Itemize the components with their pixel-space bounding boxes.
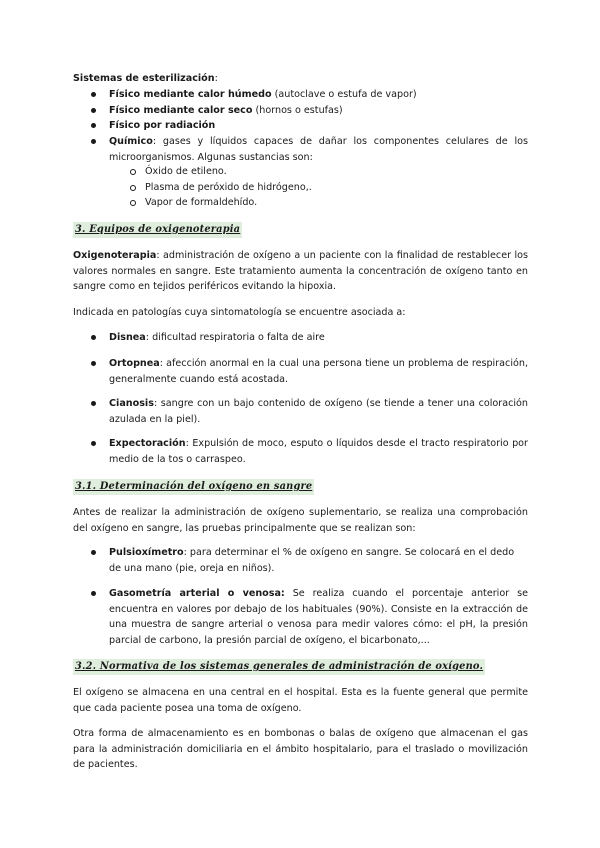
sterilization-title: Sistemas de esterilización: [73, 73, 218, 84]
section32-paragraph-2: Otra forma de almacenamiento es en bombonas o balas de oxígeno que almacenan el gas para la administración domiciliaria en el ámbito hospitalario, para el traslado o movilización de pacientes. [73, 728, 528, 771]
section32-paragraph-1: El oxígeno se almacena en una central en el hospital. Esta es la fuente general que permite que cada paciente posea una toma de oxígeno. [73, 687, 528, 714]
bullet-icon [91, 139, 96, 144]
list-item: Ortopnea: afección anormal en la cual una persona tiene un problema de respiración, generalmente cuando está acostada. [109, 358, 528, 385]
list-item: Cianosis: sangre con un bajo contenido de oxígeno (se tiende a tener una coloración azulada en la piel). [109, 398, 528, 425]
bullet-icon [91, 441, 96, 446]
section31-intro: Antes de realizar la administración de oxígeno suplementario, se realiza una comprobación del oxígeno en sangre, las pruebas principalmente que se realizan son: [73, 507, 528, 534]
list-item: Expectoración: Expulsión de moco, esputo o líquidos desde el tracto respiratorio por medio de la tos o carraspeo. [109, 438, 528, 465]
section-heading-3: 3. Equipos de oxigenoterapia [73, 222, 242, 238]
bullet-icon [91, 335, 96, 340]
substance-item: Vapor de formaldehído. [145, 197, 258, 208]
section-heading-3-1: 3.1. Determinación del oxígeno en sangre [73, 479, 314, 495]
list-item: Gasometría arterial o venosa: Se realiza cuando el porcentaje anterior se encuentra en valores por debajo de los habituales (90%). Consiste en la extracción de una muestra de sangre arterial o venosa para medir valores cómo: el pH, la presión parcial de carbono, la presión parcial de oxígeno, el bicarbonato,... [109, 588, 528, 646]
list-item: Físico por radiación [109, 120, 216, 131]
substance-item: Óxido de etileno. [145, 166, 227, 177]
list-item: Físico mediante calor seco (hornos o estufas) [109, 105, 343, 116]
list-item: Disnea: dificultad respiratoria o falta de aire [109, 332, 325, 343]
circle-bullet-icon [130, 185, 136, 191]
bullet-icon [91, 401, 96, 406]
section-heading-3-2: 3.2. Normativa de los sistemas generales de administración de oxígeno. [73, 659, 485, 675]
bullet-icon [91, 123, 96, 128]
bullet-icon [91, 550, 96, 555]
indicated-paragraph: Indicada en patologías cuya sintomatología se encuentre asociada a: [73, 307, 406, 318]
circle-bullet-icon [130, 200, 136, 206]
circle-bullet-icon [130, 169, 136, 175]
bullet-icon [91, 108, 96, 113]
list-item: Químico: gases y líquidos capaces de dañar los componentes celulares de los microorganismos. Algunas sustancias son: [109, 136, 528, 163]
bullet-icon [91, 361, 96, 366]
oxygen-therapy-paragraph: Oxigenoterapia: administración de oxígeno a un paciente con la finalidad de restablecer los valores normales en sangre. Este tratamiento aumenta la concentración de oxígeno tanto en sangre como en tejidos periféricos evitando la hipoxia. [73, 250, 528, 293]
list-item: Pulsioxímetro: para determinar el % de oxígeno en sangre. Se colocará en el dedo de una mano (pie, oreja en niños). [109, 547, 515, 574]
list-item: Físico mediante calor húmedo (autoclave o estufa de vapor) [109, 89, 417, 100]
bullet-icon [91, 92, 96, 97]
bullet-icon [91, 591, 96, 596]
substance-item: Plasma de peróxido de hidrógeno,. [145, 182, 312, 193]
